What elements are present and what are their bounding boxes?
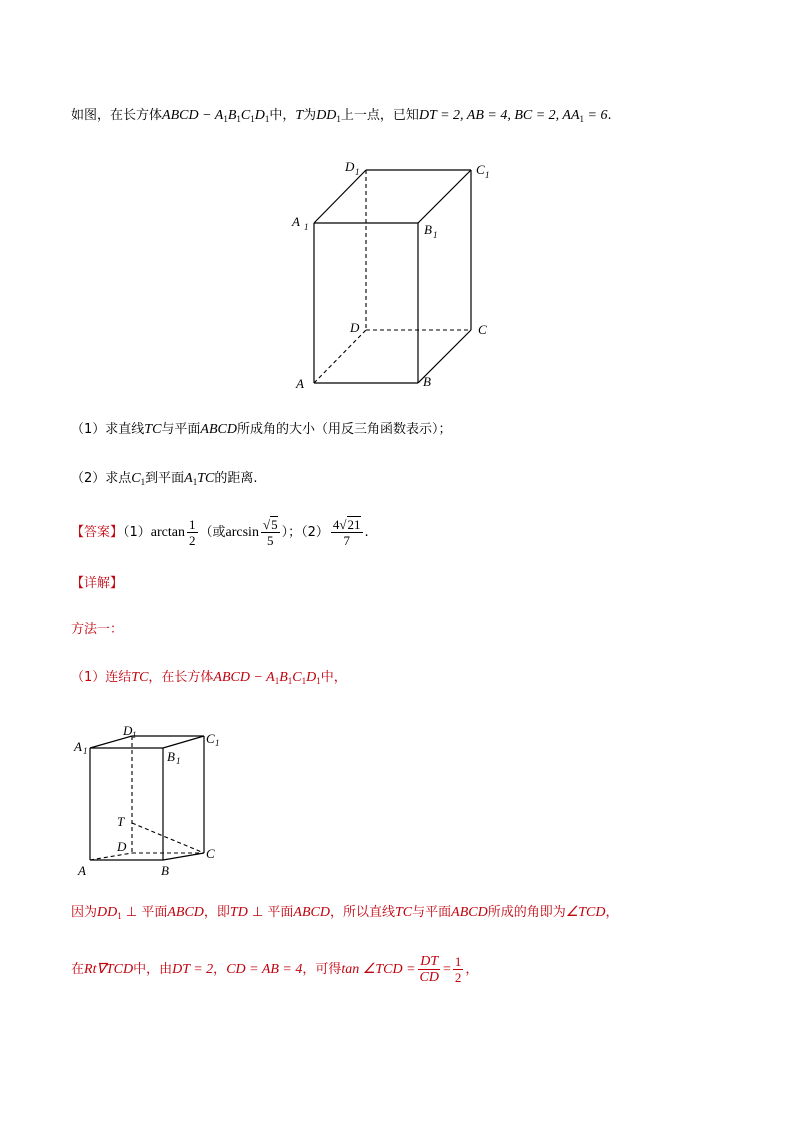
step3-text-2: 中，由 [133, 962, 173, 977]
q2-point: C [131, 471, 141, 486]
cuboid-figure-2 [70, 720, 230, 885]
q2-suffix: 的距离. [214, 471, 258, 486]
label-a1-sub: 1 [304, 222, 309, 232]
fraction-one-half-2 [453, 954, 464, 985]
subscript: 1 [336, 114, 341, 124]
step2-plane-3: ABCD [451, 905, 488, 920]
fig2-label-d: D [117, 839, 127, 854]
problem-text-2: 中， [269, 108, 296, 123]
answer-tag: 【答案】 [71, 525, 124, 540]
fig2-label-c1: C [206, 731, 215, 746]
step3-tan: tan ∠TCD = [341, 962, 416, 977]
solid-name-b: B [227, 108, 237, 123]
segment-dd1: DD [316, 108, 337, 123]
label-a: A [296, 376, 304, 391]
step3-triangle: Rt∇TCD [84, 962, 134, 977]
answer-part-1: （1） [123, 525, 151, 540]
q1-plane: ABCD [200, 422, 237, 437]
radicand: 5 [271, 517, 278, 532]
step3-text-3: ， [213, 962, 227, 977]
answer-part-2: （2） [301, 525, 329, 540]
answer-line [71, 517, 369, 549]
frac-den: 2 [189, 533, 196, 548]
problem-text-1: 如图，在长方体 [71, 108, 163, 123]
solid-name-c: C [240, 108, 251, 123]
fraction-dt-over-cd [418, 954, 441, 985]
frac-den: CD [419, 970, 439, 985]
step3-text-5: ， [465, 962, 479, 977]
radicand: 21 [347, 517, 361, 532]
step1-suffix: 中， [320, 670, 347, 685]
step1-solid-c: C [292, 670, 302, 685]
step3-dt: DT = 2 [172, 962, 214, 977]
solution-step-3 [71, 953, 478, 987]
step2-tc: TC [395, 905, 413, 920]
fig2-label-d1-sub: 1 [132, 730, 137, 740]
coefficient: 4 [332, 517, 340, 532]
subscript: 1 [250, 114, 255, 124]
step1-prefix: （1）连结 [71, 670, 132, 685]
step2-plane-2: ABCD [293, 905, 330, 920]
step1-solid: ABCD − A [213, 670, 275, 685]
subscript: 1 [274, 676, 280, 686]
period: . [607, 108, 612, 123]
step3-cd: CD = AB = 4 [226, 962, 303, 977]
step1-mid: ，在长方体 [148, 670, 214, 685]
step3-text-4: ，可得 [302, 962, 342, 977]
label-a1: A [292, 214, 300, 229]
label-b1-sub: 1 [433, 230, 438, 240]
step2-perp-1: ⊥ 平面 [121, 905, 168, 920]
solid-name-d: D [254, 108, 265, 123]
step1-solid-d: D [306, 670, 317, 685]
q2-plane-a: A [184, 471, 193, 486]
equals-sign: = [442, 962, 451, 977]
point-t: T [295, 108, 304, 123]
fig2-label-a1-sub: 1 [83, 746, 88, 756]
frac-num: DT [420, 954, 439, 969]
given-values-end: = 6 [584, 108, 608, 123]
alt-open: （或 [199, 525, 226, 540]
frac-num: 1 [454, 954, 462, 969]
subscript: 1 [223, 114, 228, 124]
frac-den: 2 [454, 970, 462, 985]
frac-den: 7 [343, 533, 350, 548]
frac-num: 1 [189, 517, 196, 532]
subscript: 1 [264, 114, 270, 124]
fig2-label-b: B [161, 863, 169, 878]
solid-name: ABCD − A [162, 108, 224, 123]
frac-num: 4√21 [332, 517, 361, 532]
frac-den: 5 [267, 533, 274, 548]
fig2-label-d1: D [123, 723, 133, 738]
label-b: B [423, 374, 431, 389]
step2-text-6: ， [605, 905, 619, 920]
subscript: 1 [140, 477, 146, 487]
label-d1: D [345, 159, 355, 174]
label-c: C [478, 322, 487, 337]
q2-mid: 到平面 [145, 471, 185, 486]
fig2-label-c: C [206, 846, 215, 861]
question-2 [71, 469, 257, 492]
fraction-4sqrt21-over-7 [331, 517, 363, 548]
fig2-label-t: T [117, 814, 125, 829]
question-1 [71, 420, 452, 440]
problem-statement [71, 106, 612, 129]
label-b1: B [424, 222, 432, 237]
q2-plane-tc: TC [197, 471, 215, 486]
step2-segment: DD [97, 905, 118, 920]
step2-perp-2: ⊥ 平面 [247, 905, 294, 920]
alt-close: ）； [281, 525, 302, 540]
fig2-label-a1: A [74, 739, 82, 754]
step1-line: TC [131, 670, 149, 685]
subscript: 1 [316, 676, 321, 686]
arcsin-text: arcsin [225, 525, 259, 540]
label-c1-sub: 1 [485, 170, 490, 180]
fig2-label-b1: B [167, 749, 175, 764]
subscript: 1 [236, 114, 241, 124]
q1-prefix: （1）求直线 [71, 422, 145, 437]
cuboid-figure-1 [280, 150, 520, 395]
step2-text-5: 所成的角即为 [487, 905, 566, 920]
method-label: 方法一： [71, 622, 124, 637]
step3-text-1: 在 [71, 962, 85, 977]
step2-text-4: 与平面 [412, 905, 452, 920]
subscript: 1 [117, 911, 122, 921]
solution-step-1 [71, 668, 347, 691]
subscript: 1 [192, 477, 198, 487]
step2-plane-1: ABCD [167, 905, 204, 920]
detail-tag: 【详解】 [71, 576, 124, 591]
fig2-label-b1-sub: 1 [176, 756, 181, 766]
label-d1-sub: 1 [355, 167, 360, 177]
q1-line: TC [144, 422, 162, 437]
q1-mid: 与平面 [161, 422, 201, 437]
step2-td: TD [229, 905, 248, 920]
given-values: DT = 2, AB = 4, BC = 2, AA [418, 108, 580, 123]
fig2-label-c1-sub: 1 [215, 738, 220, 748]
solution-step-2 [71, 903, 619, 926]
step1-solid-b: B [279, 670, 288, 685]
subscript: 1 [287, 676, 293, 686]
subscript: 1 [301, 676, 307, 686]
fig2-label-a: A [78, 863, 86, 878]
fraction-one-half [187, 517, 198, 548]
subscript: 1 [579, 114, 585, 124]
period: . [364, 525, 369, 540]
q2-prefix: （2）求点 [71, 471, 132, 486]
frac-num: √5 [262, 517, 278, 532]
q1-suffix: 所成角的大小（用反三角函数表示）； [236, 422, 452, 437]
step2-text-3: ，所以直线 [329, 905, 395, 920]
fraction-sqrt5-over-5 [261, 517, 280, 548]
arctan-text: arctan [150, 525, 185, 540]
problem-text-3: 为 [303, 108, 317, 123]
label-c1: C [476, 162, 485, 177]
label-d: D [350, 320, 360, 335]
step2-text-1: 因为 [71, 905, 98, 920]
problem-text-4: 上一点，已知 [340, 108, 419, 123]
step2-text-2: ，即 [203, 905, 230, 920]
step2-angle: ∠TCD [565, 905, 606, 920]
